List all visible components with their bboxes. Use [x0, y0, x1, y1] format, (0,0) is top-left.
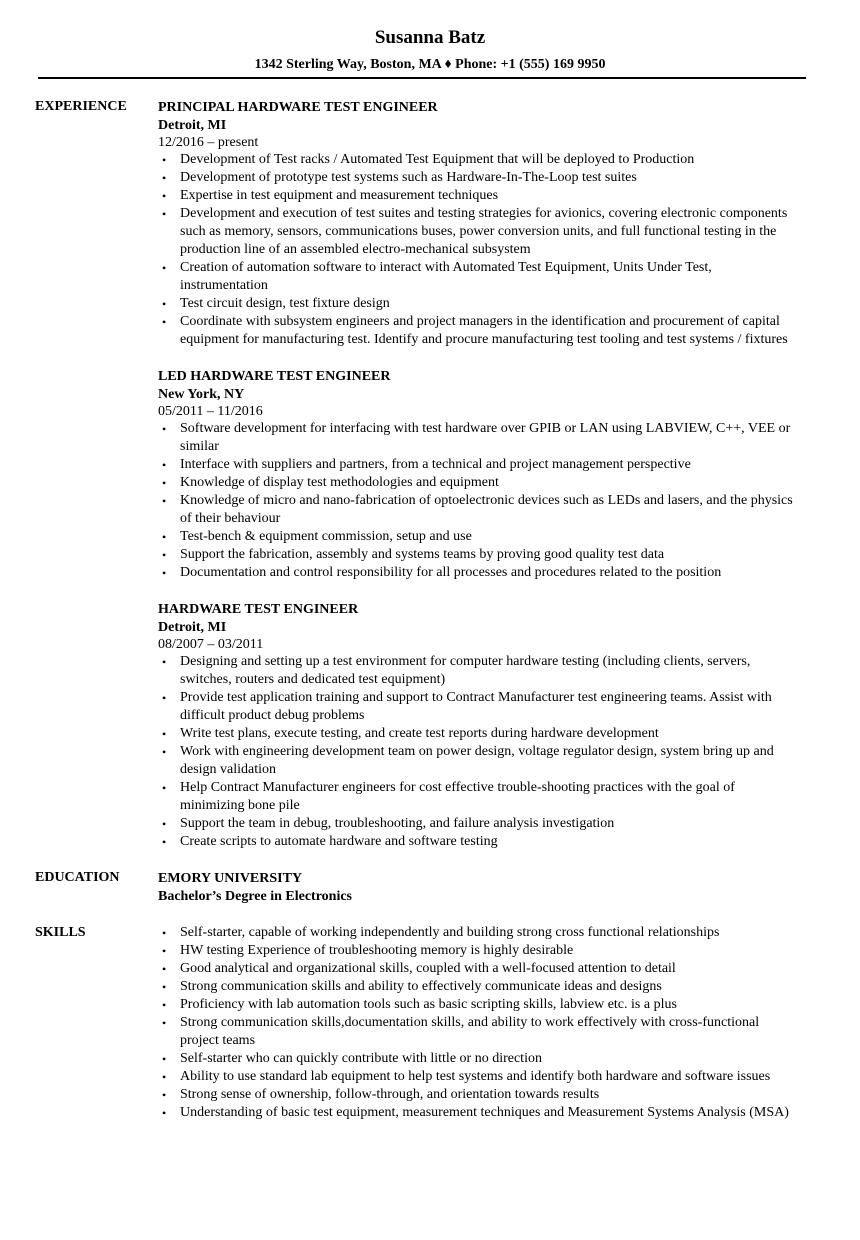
bullet-text: Ability to use standard lab equipment to help test systems and identify both hardware and software issues [180, 1069, 771, 1084]
header-divider [38, 77, 806, 79]
bullet-text: Work with engineering development team on power design, voltage regulator design, system bring up and design validation [180, 744, 774, 777]
job-title: HARDWARE TEST ENGINEER [158, 602, 359, 617]
experience-section [0, 98, 860, 851]
bullet-dot-icon: • [162, 944, 167, 958]
bullet-item [158, 474, 798, 492]
bullet-text: Test circuit design, test fixture design [180, 296, 390, 311]
candidate-name: Susanna Batz [374, 27, 486, 48]
bullet-item [158, 996, 798, 1014]
bullet-dot-icon: • [162, 153, 167, 167]
bullet-dot-icon: • [162, 727, 167, 741]
job-dates: 05/2011 – 11/2016 [158, 404, 263, 419]
job-location: New York, NY [158, 387, 245, 402]
bullet-text: Knowledge of micro and nano-fabrication of optoelectronic devices such as LEDs and lasers, and the physics of their behaviour [180, 493, 793, 526]
bullet-item [158, 313, 798, 349]
section-label-skills: SKILLS [35, 925, 86, 940]
bullet-item [158, 960, 798, 978]
bullet-text: Development of prototype test systems such as Hardware-In-The-Loop test suites [180, 170, 637, 185]
bullet-dot-icon: • [162, 261, 167, 275]
bullet-item [158, 456, 798, 474]
bullet-dot-icon: • [162, 817, 167, 831]
bullet-dot-icon: • [162, 494, 167, 508]
bullet-item [158, 295, 798, 313]
bullet-text: Creation of automation software to interact with Automated Test Equipment, Units Under Test, instrumentation [180, 260, 712, 293]
bullet-item [158, 1068, 798, 1086]
job-title: LED HARDWARE TEST ENGINEER [158, 369, 391, 384]
bullet-item [158, 1086, 798, 1104]
job-bullets [158, 420, 798, 582]
bullet-text: Documentation and control responsibility for all processes and procedures related to the position [180, 565, 722, 580]
skills-list [158, 924, 798, 1122]
bullet-item [158, 420, 798, 456]
job-location: Detroit, MI [158, 118, 227, 133]
bullet-item [158, 978, 798, 996]
bullet-text: Provide test application training and support to Contract Manufacturer test engineering teams. Assist with difficult product debug problems [180, 690, 772, 723]
bullet-dot-icon: • [162, 980, 167, 994]
bullet-text: Write test plans, execute testing, and create test reports during hardware development [180, 726, 659, 741]
bullet-item [158, 743, 798, 779]
job-title: PRINCIPAL HARDWARE TEST ENGINEER [158, 100, 438, 115]
bullet-text: Support the fabrication, assembly and systems teams by proving good quality test data [180, 547, 665, 562]
bullet-item [158, 1014, 798, 1050]
bullet-dot-icon: • [162, 745, 167, 759]
job-entry [158, 367, 798, 582]
bullet-text: Knowledge of display test methodologies and equipment [180, 475, 499, 490]
experience-list [158, 98, 798, 851]
bullet-dot-icon: • [162, 171, 167, 185]
bullet-text: Strong communication skills,documentation skills, and ability to work effectively with cross-functional project teams [180, 1015, 760, 1048]
section-label-education: EDUCATION [35, 870, 120, 885]
bullet-item [158, 259, 798, 295]
bullet-item [158, 779, 798, 815]
bullet-dot-icon: • [162, 781, 167, 795]
bullet-dot-icon: • [162, 655, 167, 669]
resume-header [0, 0, 860, 73]
bullet-item [158, 1050, 798, 1068]
bullet-item [158, 689, 798, 725]
bullet-dot-icon: • [162, 1070, 167, 1084]
bullet-dot-icon: • [162, 1016, 167, 1030]
bullet-dot-icon: • [162, 691, 167, 705]
bullet-item [158, 546, 798, 564]
bullet-item [158, 187, 798, 205]
bullet-item [158, 1104, 798, 1122]
bullet-item [158, 205, 798, 259]
bullet-text: Strong communication skills and ability to effectively communicate ideas and designs [180, 979, 662, 994]
job-dates: 12/2016 – present [158, 135, 259, 150]
bullet-text: Self-starter who can quickly contribute with little or no direction [180, 1051, 542, 1066]
bullet-dot-icon: • [162, 835, 167, 849]
education-section [0, 869, 860, 906]
bullet-dot-icon: • [162, 530, 167, 544]
bullet-dot-icon: • [162, 297, 167, 311]
bullet-text: Test-bench & equipment commission, setup and use [180, 529, 472, 544]
contact-line: 1342 Sterling Way, Boston, MA ♦ Phone: +1 (555) 169 9950 [254, 57, 606, 72]
bullet-dot-icon: • [162, 548, 167, 562]
bullet-dot-icon: • [162, 422, 167, 436]
job-entry [158, 98, 798, 349]
bullet-dot-icon: • [162, 476, 167, 490]
bullet-text: Create scripts to automate hardware and software testing [180, 834, 498, 849]
education-entry [158, 869, 798, 906]
bullet-text: Software development for interfacing with test hardware over GPIB or LAN using LABVIEW, C++, VEE or similar [180, 421, 791, 454]
bullet-dot-icon: • [162, 962, 167, 976]
degree: Bachelor’s Degree in Electronics [158, 889, 353, 904]
bullet-text: Expertise in test equipment and measurement techniques [180, 188, 499, 203]
bullet-item [158, 942, 798, 960]
bullet-dot-icon: • [162, 1088, 167, 1102]
bullet-text: Strong sense of ownership, follow-through, and orientation towards results [180, 1087, 600, 1102]
job-dates: 08/2007 – 03/2011 [158, 637, 264, 652]
bullet-dot-icon: • [162, 1106, 167, 1120]
bullet-item [158, 815, 798, 833]
bullet-dot-icon: • [162, 458, 167, 472]
bullet-dot-icon: • [162, 315, 167, 329]
bullet-text: Help Contract Manufacturer engineers for cost effective trouble-shooting practices with the goal of minimizing bone pile [180, 780, 735, 813]
bullet-text: Interface with suppliers and partners, from a technical and project management perspective [180, 457, 691, 472]
bullet-item [158, 151, 798, 169]
bullet-item [158, 169, 798, 187]
bullet-text: HW testing Experience of troubleshooting memory is highly desirable [180, 943, 574, 958]
job-location: Detroit, MI [158, 620, 227, 635]
bullet-dot-icon: • [162, 189, 167, 203]
bullet-dot-icon: • [162, 1052, 167, 1066]
bullet-dot-icon: • [162, 926, 167, 940]
bullet-text: Proficiency with lab automation tools such as basic scripting skills, labview etc. is a plus [180, 997, 677, 1012]
bullet-item [158, 564, 798, 582]
bullet-text: Designing and setting up a test environment for computer hardware testing (including clients, servers, switches, routers and dedicated test equipment) [180, 654, 751, 687]
bullet-text: Development and execution of test suites and testing strategies for avionics, covering electronic components such as memory, sensors, communications buses, power conversion units, and full functional testing in the production line of an assembled electro-mechanical subsystem [180, 206, 788, 257]
bullet-text: Development of Test racks / Automated Test Equipment that will be deployed to Production [180, 152, 695, 167]
bullet-text: Support the team in debug, troubleshooting, and failure analysis investigation [180, 816, 615, 831]
bullet-text: Good analytical and organizational skills, coupled with a well-focused attention to detail [180, 961, 676, 976]
bullet-dot-icon: • [162, 207, 167, 221]
section-label-experience: EXPERIENCE [35, 99, 127, 114]
skills-section [0, 924, 860, 1122]
job-bullets [158, 653, 798, 851]
school-name: EMORY UNIVERSITY [158, 871, 303, 886]
bullet-item [158, 924, 798, 942]
bullet-item [158, 528, 798, 546]
bullet-dot-icon: • [162, 998, 167, 1012]
bullet-text: Understanding of basic test equipment, measurement techniques and Measurement Systems Analysis (MSA) [180, 1105, 789, 1120]
bullet-text: Self-starter, capable of working independently and building strong cross functional relationships [180, 925, 720, 940]
resume-body [0, 98, 860, 1122]
bullet-item [158, 725, 798, 743]
bullet-item [158, 653, 798, 689]
job-entry [158, 600, 798, 851]
bullet-item [158, 833, 798, 851]
job-bullets [158, 151, 798, 349]
bullet-item [158, 492, 798, 528]
bullet-dot-icon: • [162, 566, 167, 580]
bullet-text: Coordinate with subsystem engineers and project managers in the identification and procurement of capital equipment for manufacturing test. Identify and procure manufacturing test tooling and test systems / fixtures [180, 314, 788, 347]
